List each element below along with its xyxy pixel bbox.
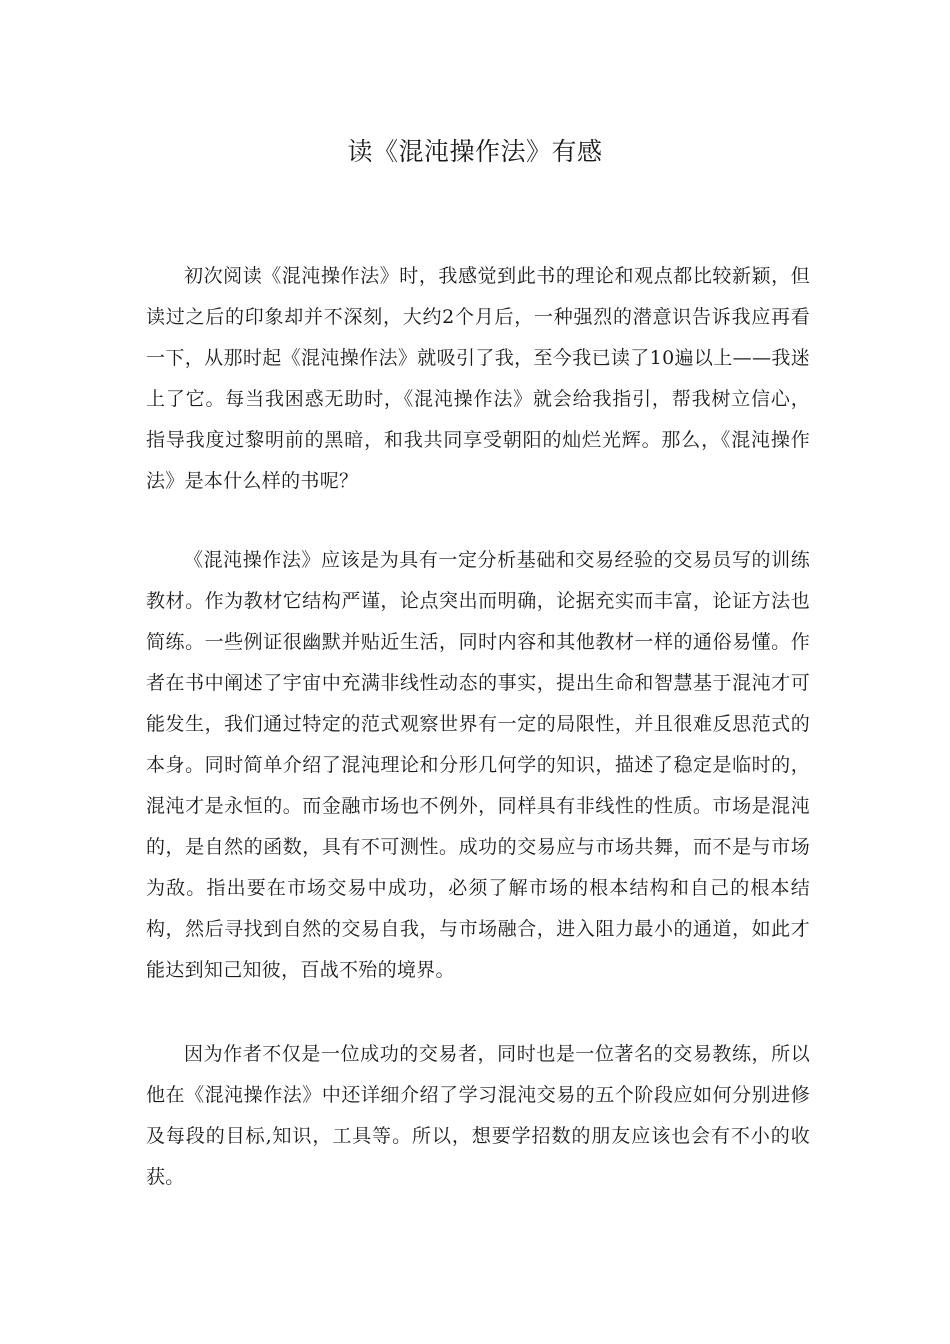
paragraph-book-content: 《混沌操作法》应该是为具有一定分析基础和交易经验的交易员写的训练教材。作为教材它结构严谨，论点突出而明确，论据充实而丰富，论证方法也简练。一些例证很幽默并贴近生活，同时内容和其他教材一样的通俗易懂。作者在书中阐述了宇宙中充满非线性动态的事实，提出生命和智慧基于混沌才可能发生，我们通过特定的范式观察世界有一定的局限性，并且很难反思范式的本身。同时简单介绍了混沌理论和分形几何学的知识，描述了稳定是临时的，混沌才是永恒的。而金融市场也不例外，同样具有非线性的性质。市场是混沌的，是自然的函数，具有不可测性。成功的交易应与市场共舞，而不是与市场为敌。指出要在市场交易中成功，必须了解市场的根本结构和自己的根本结构，然后寻找到自然的交易自我，与市场融合，进入阻力最小的通道，如此才能达到知己知彼，百战不殆的境界。 [146,549,810,981]
paragraph-conclusion: 因为作者不仅是一位成功的交易者，同时也是一位著名的交易教练，所以他在《混沌操作法》中还详细介绍了学习混沌交易的五个阶段应如何分别进修及每段的目标,知识，工具等。所以，想要学招数的朋友应该也会有不小的收获。 [146,1043,810,1188]
page-title: 读《混沌操作法》有感 [347,137,603,166]
paragraph-intro: 初次阅读《混沌操作法》时，我感觉到此书的理论和观点都比较新颖，但读过之后的印象却并不深刻，大约2个月后，一种强烈的潜意识告诉我应再看一下，从那时起《混沌操作法》就吸引了我，至今我已读了10遍以上——我迷上了它。每当我困惑无助时，《混沌操作法》就会给我指引，帮我树立信心，指导我度过黎明前的黑暗，和我共同享受朝阳的灿烂光辉。那么，《混沌操作法》是本什么样的书呢？ [146,265,810,492]
